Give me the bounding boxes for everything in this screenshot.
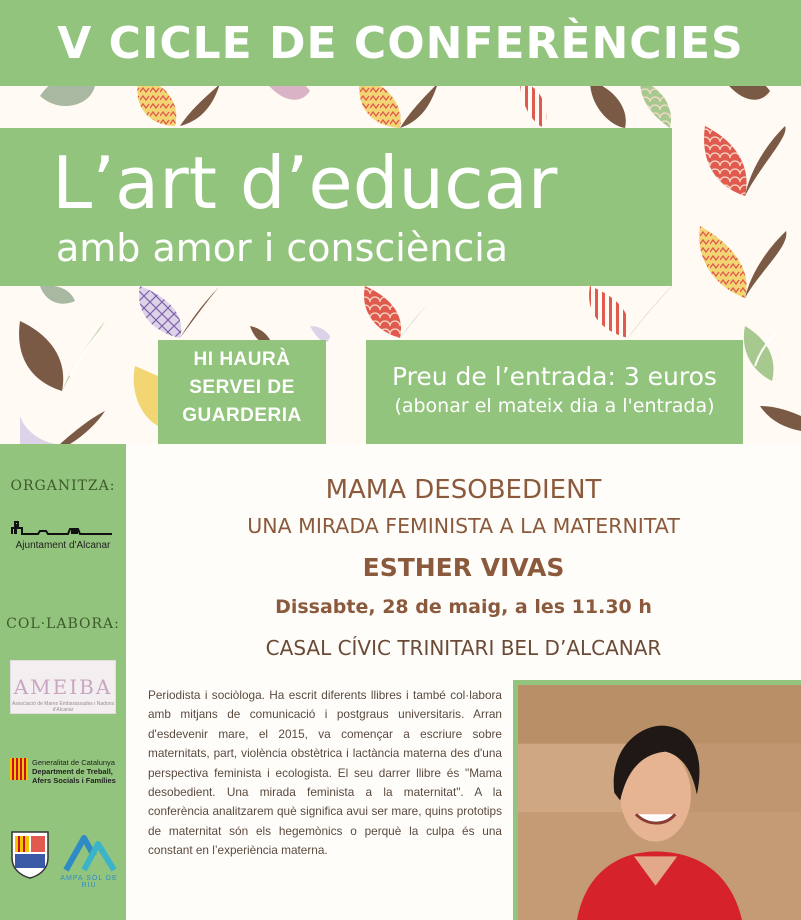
price-note: (abonar el mateix dia a l'entrada) bbox=[394, 395, 715, 417]
speaker-bio: Periodista i sociòloga. Ha escrit diferents llibres i també col·labora amb mitjans de comunicació i postgraus universitaris. Arran d'esdevenir mare, el 2015, va començar a escriure sobre maternitats, part, violència obstètrica i lactància materna des d'una perspectiva feminista i ecologista. El seu darrer llibre és "Mama desobedient. Una mirada feminista a la maternitat". A la conferència analitzarem què significa avui ser mare, quins prototips de maternitat són els hegemònics o perquè la culpa és una constant en l’experiència materna. bbox=[148, 688, 502, 858]
title-box bbox=[0, 128, 672, 286]
daycare-line-2: SERVEI DE bbox=[189, 377, 295, 398]
generalitat-logo bbox=[10, 758, 122, 786]
conference-subtitle: UNA MIRADA FEMINISTA A LA MATERNITAT bbox=[247, 514, 680, 538]
speaker-photo bbox=[513, 680, 801, 920]
leaf-right-1 bbox=[699, 126, 786, 298]
main-subtitle: amb amor i consciència bbox=[56, 226, 509, 270]
generalitat-line-1: Generalitat de Catalunya bbox=[32, 758, 115, 767]
conference-place: CASAL CÍVIC TRINITARI BEL D’ALCANAR bbox=[265, 636, 662, 660]
conference-title: MAMA DESOBEDIENT bbox=[325, 475, 602, 505]
ameba-name: AMEIBA bbox=[13, 675, 113, 699]
leaf-row-mid bbox=[40, 286, 672, 338]
price-text: Preu de l’entrada: 3 euros bbox=[392, 362, 717, 391]
ampa-name: AMPA SÒL DE RIU bbox=[60, 875, 118, 889]
daycare-line-1: HI HAURÀ bbox=[193, 349, 291, 370]
ameba-logo bbox=[10, 660, 116, 714]
cycle-banner bbox=[0, 0, 801, 86]
daycare-line-3: GUARDERIA bbox=[182, 405, 302, 426]
cycle-title: V CICLE DE CONFERÈNCIES bbox=[57, 17, 744, 69]
organizes-label: ORGANITZA: bbox=[10, 478, 116, 494]
ameba-subtitle: Associació de Mares Embarassades i Nadons d'Alcanar bbox=[12, 701, 114, 713]
main-title: L’art d’educar bbox=[52, 141, 558, 225]
generalitat-line-3: Afers Socials i Famílies bbox=[32, 776, 116, 785]
conference-date: Dissabte, 28 de maig, a les 11.30 h bbox=[275, 596, 652, 618]
school-shield-logo bbox=[10, 828, 50, 880]
ajuntament-logo bbox=[8, 514, 118, 562]
price-box bbox=[366, 340, 743, 444]
generalitat-flag-icon bbox=[10, 758, 28, 780]
generalitat-line-2: Department de Treball, bbox=[32, 767, 113, 776]
ajuntament-name: Ajuntament d'Alcanar bbox=[15, 540, 111, 551]
speaker-name: ESTHER VIVAS bbox=[362, 553, 565, 582]
generalitat-text bbox=[32, 758, 116, 785]
daycare-box bbox=[158, 340, 326, 444]
leaf-row-top bbox=[40, 86, 770, 128]
collaborates-label: COL·LABORA: bbox=[6, 616, 120, 632]
